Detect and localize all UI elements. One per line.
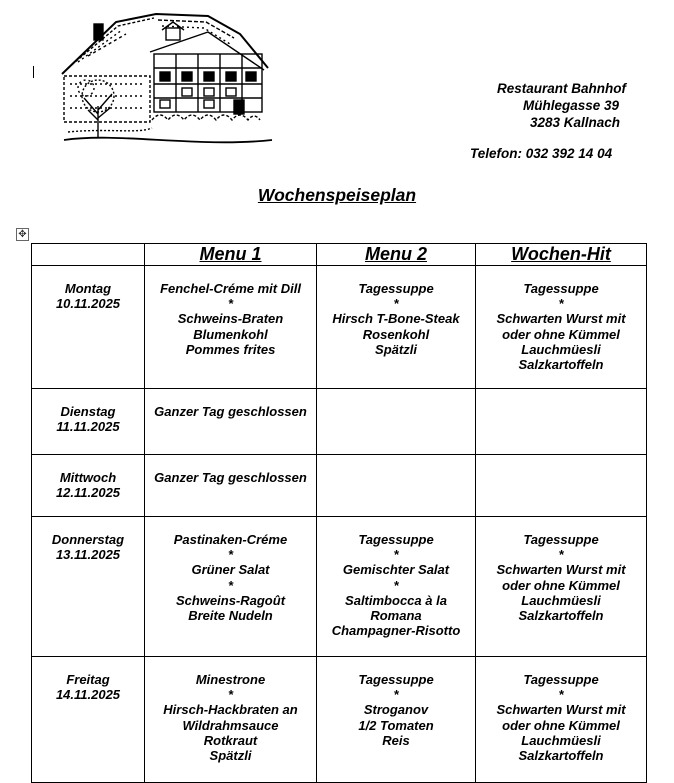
day-cell bbox=[32, 517, 145, 657]
header-menu-1: Menu 1 bbox=[145, 244, 317, 266]
dish-line: Salzkartoffeln bbox=[518, 608, 604, 624]
closed-notice: Ganzer Tag geschlossen bbox=[154, 470, 307, 485]
dish-line: Grüner Salat bbox=[191, 562, 270, 578]
table-row bbox=[32, 266, 647, 389]
day-name: Dienstag bbox=[60, 404, 116, 419]
dish-separator: * bbox=[227, 296, 234, 312]
dish-line: Minestrone bbox=[195, 672, 266, 687]
wochen-hit-cell bbox=[476, 657, 647, 783]
restaurant-name: Restaurant Bahnhof bbox=[497, 81, 627, 96]
dish-line: Salzkartoffeln bbox=[518, 357, 604, 373]
dish-line: Schwarten Wurst mit bbox=[496, 702, 626, 718]
dish-line: Hirsch-Hackbraten an bbox=[163, 702, 298, 718]
dish-separator: * bbox=[227, 577, 234, 593]
dish-line: Schwarten Wurst mit bbox=[496, 562, 626, 578]
day-date: 13.11.2025 bbox=[55, 547, 121, 563]
wochen-hit-cell bbox=[476, 389, 647, 455]
dish-separator: * bbox=[393, 547, 399, 563]
dish-line: Schweins-Ragoût bbox=[175, 592, 286, 608]
dish-line: Spätzli bbox=[209, 748, 252, 764]
dish-line: oder ohne Kümmel bbox=[502, 717, 620, 733]
dish-line: Lauchmüesli bbox=[521, 341, 601, 357]
weekly-menu-table bbox=[31, 243, 647, 783]
wochen-hit-cell bbox=[476, 455, 647, 517]
dish-line: oder ohne Kümmel bbox=[502, 326, 620, 342]
dish-line: Pommes frites bbox=[185, 341, 276, 357]
dish-separator: * bbox=[558, 296, 564, 312]
dish-line: Fenchel-Créme mit Dill bbox=[160, 281, 301, 296]
wochen-hit-cell bbox=[476, 517, 647, 657]
header-menu-2: Menu 2 bbox=[317, 244, 476, 266]
wochen-hit-cell bbox=[476, 266, 647, 389]
closed-notice: Ganzer Tag geschlossen bbox=[154, 404, 307, 419]
dish-separator: * bbox=[558, 547, 564, 563]
dish-separator: * bbox=[227, 547, 234, 563]
dish-line: Stroganov bbox=[363, 702, 429, 718]
menu2-cell bbox=[317, 389, 476, 455]
dish-line: Lauchmüesli bbox=[521, 592, 601, 608]
dish-line: Saltimbocca à la bbox=[345, 592, 447, 608]
dish-line: Rosenkohl bbox=[362, 326, 430, 342]
dish-line: Tagessuppe bbox=[523, 281, 599, 296]
dish-line: Tagessuppe bbox=[523, 672, 599, 687]
dish-line: Spätzli bbox=[375, 341, 417, 357]
dish-separator: * bbox=[227, 687, 234, 703]
dish-line: Romana bbox=[370, 608, 422, 624]
menu2-cell bbox=[317, 455, 476, 517]
dish-separator: * bbox=[393, 687, 399, 703]
table-row bbox=[32, 389, 647, 455]
day-cell bbox=[32, 657, 145, 783]
dish-line: Lauchmüesli bbox=[521, 732, 601, 748]
dish-line: oder ohne Kümmel bbox=[502, 577, 620, 593]
dish-line: Blumenkohl bbox=[193, 326, 268, 342]
table-move-handle-icon[interactable]: ✥ bbox=[16, 228, 29, 241]
dish-line: Tagessuppe bbox=[358, 672, 434, 687]
day-name: Mittwoch bbox=[59, 470, 117, 485]
page-title: Wochenspeiseplan bbox=[257, 185, 417, 205]
dish-line: Champagner-Risotto bbox=[331, 623, 461, 639]
dish-separator: * bbox=[558, 687, 564, 703]
dish-line: 1/2 Tomaten bbox=[358, 717, 434, 733]
menu2-cell bbox=[317, 266, 476, 389]
dish-line: Wildrahmsauce bbox=[182, 717, 279, 733]
phone-number: Telefon: 032 392 14 04 bbox=[470, 146, 613, 161]
dish-line: Gemischter Salat bbox=[342, 562, 450, 578]
day-date: 12.11.2025 bbox=[55, 485, 121, 501]
dish-line: Salzkartoffeln bbox=[518, 748, 604, 764]
dish-line: Schweins-Braten bbox=[177, 311, 284, 327]
dish-line: Hirsch T-Bone-Steak bbox=[332, 311, 460, 327]
day-name: Montag bbox=[64, 281, 112, 296]
dish-line: Schwarten Wurst mit bbox=[496, 311, 626, 327]
day-date: 14.11.2025 bbox=[55, 687, 121, 703]
menu1-cell bbox=[145, 657, 317, 783]
dish-line: Rotkraut bbox=[203, 732, 258, 748]
dish-line: Tagessuppe bbox=[358, 281, 434, 296]
dish-line: Reis bbox=[382, 732, 410, 748]
menu2-cell bbox=[317, 517, 476, 657]
header-wochen-hit: Wochen-Hit bbox=[476, 244, 647, 266]
dish-line: Tagessuppe bbox=[358, 532, 434, 547]
city: 3283 Kallnach bbox=[530, 115, 621, 130]
table-header-row bbox=[32, 244, 647, 266]
dish-separator: * bbox=[393, 577, 399, 593]
dish-line: Breite Nudeln bbox=[188, 608, 273, 624]
menu1-cell bbox=[145, 455, 317, 517]
menu2-cell bbox=[317, 657, 476, 783]
table-row bbox=[32, 517, 647, 657]
restaurant-building-logo bbox=[58, 10, 274, 148]
day-cell bbox=[32, 389, 145, 455]
day-name: Donnerstag bbox=[51, 532, 125, 547]
dish-line: Pastinaken-Créme bbox=[173, 532, 288, 547]
day-date: 10.11.2025 bbox=[55, 296, 121, 312]
menu1-cell bbox=[145, 266, 317, 389]
menu1-cell bbox=[145, 389, 317, 455]
table-row bbox=[32, 657, 647, 783]
day-cell bbox=[32, 266, 145, 389]
menu1-cell bbox=[145, 517, 317, 657]
text-cursor bbox=[33, 66, 34, 78]
table-row bbox=[32, 455, 647, 517]
header-day bbox=[32, 244, 145, 266]
day-name: Freitag bbox=[66, 672, 110, 687]
street-address: Mühlegasse 39 bbox=[523, 98, 620, 113]
day-cell bbox=[32, 455, 145, 517]
dish-line: Tagessuppe bbox=[523, 532, 599, 547]
dish-separator: * bbox=[393, 296, 399, 312]
address-block bbox=[470, 80, 670, 162]
day-date: 11.11.2025 bbox=[56, 419, 120, 435]
